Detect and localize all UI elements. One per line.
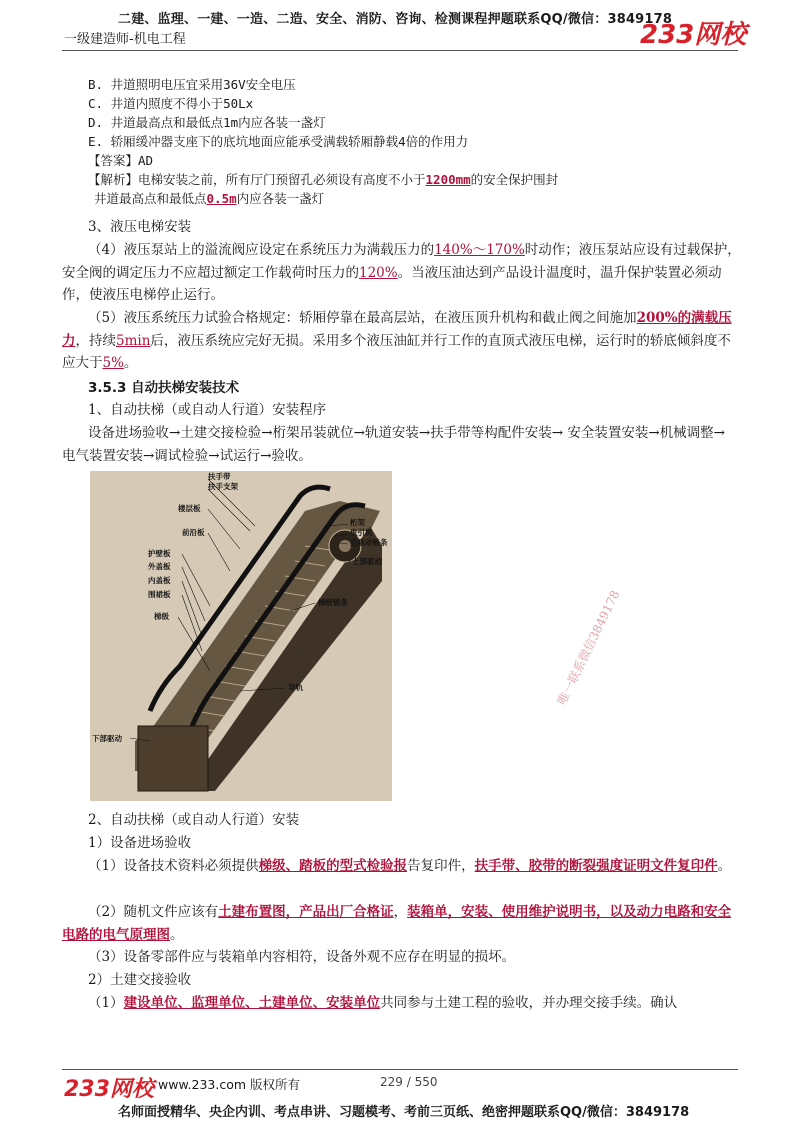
option-c: C. 井道内照度不得小于50Lx <box>88 96 254 111</box>
paragraph-text: ，持续 <box>75 332 116 349</box>
option-e: E. 轿厢缓冲器支座下的底坑地面应能承受满载轿厢静载4倍的作用力 <box>88 134 469 149</box>
paragraph-text: ， <box>393 904 408 920</box>
answer: 【答案】AD <box>88 153 154 168</box>
paragraph-text: （1）设备技术资料必须提供 <box>88 858 259 874</box>
paragraph-text: 告复印件， <box>407 858 475 874</box>
paragraph-text: 时动作；液压泵站应设有过载保护，安全阀的调定压力不应超过额定工作载荷时压力的 <box>62 242 741 281</box>
highlight: 120% <box>359 264 398 281</box>
highlight: 5min <box>116 332 151 349</box>
footer-site: www.233.com 版权所有 <box>158 1077 300 1092</box>
analysis-highlight: 1200mm <box>425 172 471 187</box>
label-floor-plate: 楼层板 <box>178 504 201 513</box>
install-procedure-text: 设备进场验收→土建交接检验→桁架吊装就位→轨道安装→扶手带等构配件安装→ 安全装置安装→机械调整→ 电气装置安装→调试检验→试运行→验收。 <box>62 425 725 464</box>
analysis-line-2 <box>94 189 324 208</box>
paragraph-text: 。 <box>717 858 732 874</box>
paragraph-text: （5）液压系统压力试验合格规定：轿厢停靠在最高层站，在液压顶升机构和截止阀之间施加 <box>88 310 637 326</box>
highlight: 梯级、踏板的型式检验报 <box>258 858 408 874</box>
label-main-chain: 主驱动链条 <box>350 538 388 547</box>
analysis-highlight: 0.5m <box>206 191 237 206</box>
highlight: 140%～170% <box>434 242 525 258</box>
label-guard-wall: 护壁板 <box>148 549 171 558</box>
analysis-text: 内应各装一盏灯 <box>236 191 325 206</box>
highlight: 扶手带、胶带的断裂强度证明文件复印件 <box>474 858 718 874</box>
label-inner-cover: 内盖板 <box>148 576 171 585</box>
paragraph-5 <box>62 307 742 375</box>
paragraph-text: 。 <box>123 355 138 371</box>
label-outer-cover: 外盖板 <box>148 562 171 571</box>
paragraph-text: 后，液压系统应完好无损。采用多个液压油缸并行工作的直顶式液压电梯，运行时的轿底倾斜度不应大于 <box>62 332 731 371</box>
highlight: 装箱单，安装、使用维护说明书，以及动力电路和安全电路的电气原理图 <box>62 904 732 943</box>
highlight: 土建布置图，产品出厂合格证 <box>218 904 394 920</box>
label-front-plate: 前沿板 <box>182 528 205 537</box>
paragraph-text: 共同参与土建工程的验收，并办理交接手续。确认 <box>380 995 678 1011</box>
header-ad-line: 二建、监理、一建、一造、二造、安全、消防、咨询、检测课程押题联系QQ/微信：3849178 <box>118 12 673 27</box>
analysis-text: 井道最高点和最低点 <box>94 191 207 206</box>
civil-paragraph-1 <box>62 992 742 1015</box>
paragraph-text: （4）液压泵站上的溢流阀应设定在系统压力为满载压力的 <box>88 242 435 258</box>
paragraph-text: （1） <box>88 995 124 1011</box>
highlight: 5% <box>102 355 124 371</box>
section-2-title: 2、自动扶梯（或自动人行道）安装 <box>88 812 300 828</box>
footer-ad-line: 名师面授精华、央企内训、考点串讲、习题模考、考前三页纸、绝密押题联系QQ/微信：3849178 <box>118 1105 690 1120</box>
escalator-diagram <box>90 471 392 801</box>
subsection-civil-title: 2）土建交接验收 <box>88 972 192 988</box>
footer-divider <box>62 1069 738 1070</box>
paragraph-text: （2）随机文件应该有 <box>88 904 219 920</box>
page-number: 229 / 550 <box>380 1075 438 1089</box>
analysis-text: 【解析】电梯安装之前，所有厅门预留孔必须设有高度不小于 <box>88 172 426 187</box>
watermark: 唯一联系微信3849178 <box>554 588 623 708</box>
analysis-text: 的安全保护围封 <box>470 172 559 187</box>
header-logo: 233网校 <box>640 20 747 50</box>
paragraph-4 <box>62 239 742 307</box>
label-handrail-support: 扶手支架 <box>208 482 238 491</box>
label-handrail-belt: 扶手带 <box>208 472 231 481</box>
label-traction: 曳引机 <box>350 528 373 537</box>
subsection-equipment-title: 1）设备进场验收 <box>88 835 192 851</box>
section-3-title: 3、液压电梯安装 <box>88 219 192 235</box>
header-divider <box>62 50 738 51</box>
option-d: D. 井道最高点和最低点1m内应各装一盏灯 <box>88 115 326 130</box>
label-upper-drive: 上部驱动 <box>352 557 382 566</box>
section-353-title: 3.5.3 自动扶梯安装技术 <box>88 380 240 396</box>
label-guide-rail: 导轨 <box>288 683 303 692</box>
paragraph-text: 。当液压油达到产品设计温度时，温升保护装置必须动作，使液压电梯停止运行。 <box>62 264 722 303</box>
equipment-paragraph-1 <box>62 855 742 878</box>
equipment-paragraph-3: （3）设备零部件应与装箱单内容相符，设备外观不应存在明显的损坏。 <box>88 949 516 965</box>
option-b: B. 井道照明电压宜采用36V安全电压 <box>88 77 296 92</box>
highlight: 200%的满载压力 <box>62 310 732 349</box>
subsection-1-title: 1、自动扶梯（或自动人行道）安装程序 <box>88 402 327 418</box>
label-truss: 桁架 <box>350 518 365 527</box>
label-lower-drive: 下部驱动 <box>92 734 122 743</box>
label-skirt: 围裙板 <box>148 590 171 599</box>
label-step-chain: 梯级链条 <box>318 598 348 607</box>
highlight: 建设单位、监理单位、土建单位、安装单位 <box>123 995 381 1011</box>
label-step: 梯级 <box>154 612 169 621</box>
equipment-paragraph-2 <box>62 901 742 946</box>
footer-logo: 233网校 <box>64 1077 154 1102</box>
paragraph-text: 。 <box>170 926 184 943</box>
header-subtitle: 一级建造师-机电工程 <box>64 32 186 47</box>
analysis-line-1 <box>88 170 558 189</box>
